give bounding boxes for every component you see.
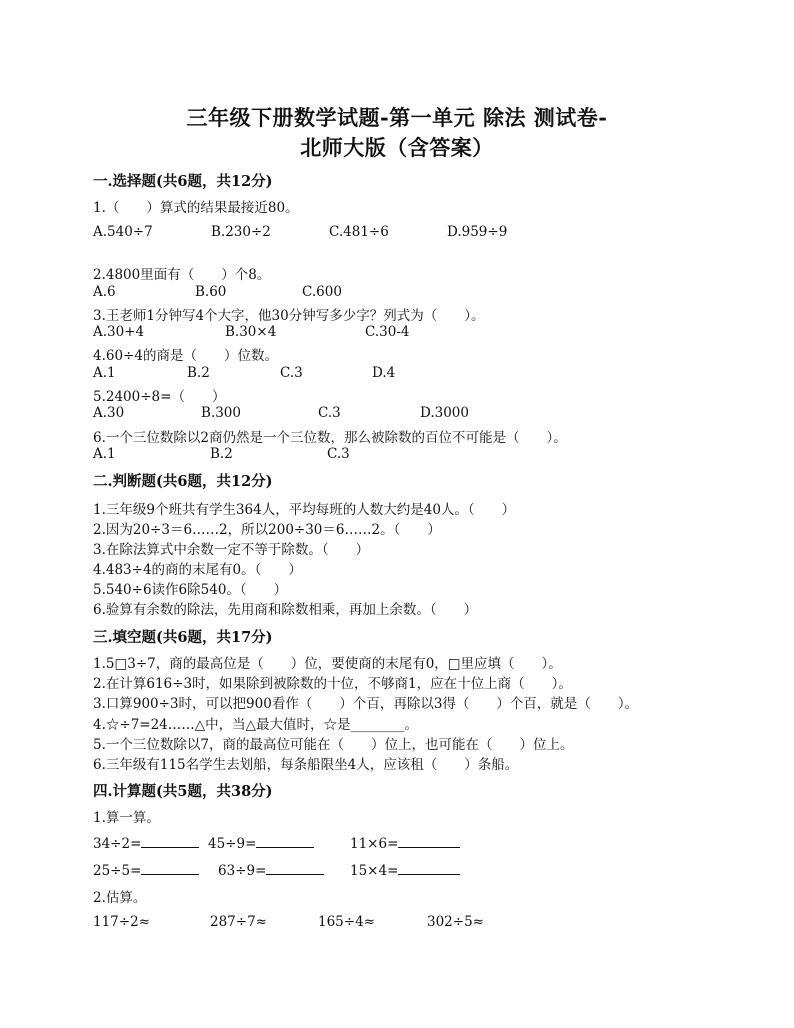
section-heading-choice: 一.选择题(共6题，共12分): [93, 173, 273, 190]
choice-q4-stem: 4.60÷4的商是（ ）位数。: [93, 348, 278, 364]
choice-q3-option-b: B.30×4: [225, 324, 277, 340]
choice-q5-option-c: C.3: [318, 405, 341, 421]
calc-q2-title: 2.估算。: [93, 890, 147, 906]
answer-blank[interactable]: [398, 860, 460, 875]
choice-q1-option-c: C.481÷6: [329, 224, 389, 240]
answer-blank[interactable]: [266, 860, 324, 875]
judge-q1: 1.三年级9个班共有学生364人，平均每班的人数大约是40人。（ ）: [93, 502, 516, 518]
choice-q4-option-a: A.1: [93, 365, 116, 381]
choice-q6-option-b: B.2: [210, 446, 233, 462]
answer-blank[interactable]: [141, 833, 199, 848]
answer-blank[interactable]: [398, 833, 460, 848]
judge-q6: 6.验算有余数的除法，先用商和除数相乘，再加上余数。（ ）: [93, 602, 478, 618]
choice-q5-option-d: D.3000: [420, 405, 469, 421]
choice-q1-option-a: A.540÷7: [93, 224, 153, 240]
fill-q6: 6.三年级有115名学生去划船，每条船限坐4人，应该租（ ）条船。: [93, 757, 519, 773]
estimate-item: 117÷2≈: [93, 914, 150, 930]
choice-q2-option-a: A.6: [93, 284, 116, 300]
choice-q1-option-b: B.230÷2: [211, 224, 271, 240]
fill-q4: 4.☆÷7=24……△中，当△最大值时，☆是________。: [93, 717, 419, 733]
choice-q1-option-d: D.959÷9: [447, 224, 508, 240]
judge-q5: 5.540÷6读作6除540。（ ）: [93, 582, 288, 598]
choice-q2-option-b: B.60: [195, 284, 227, 300]
choice-q2-option-c: C.600: [302, 284, 342, 300]
choice-q4-option-c: C.3: [280, 365, 303, 381]
estimate-item: 302÷5≈: [427, 914, 484, 930]
choice-q3-option-c: C.30-4: [365, 324, 410, 340]
fill-q1: 1.5□3÷7，商的最高位是（ ）位，要使商的末尾有0，□里应填（ ）。: [93, 656, 562, 672]
answer-blank[interactable]: [141, 860, 199, 875]
judge-q4: 4.483÷4的商的末尾有0。（ ）: [93, 562, 302, 578]
choice-q6-option-c: C.3: [327, 446, 350, 462]
choice-q6-stem: 6.一个三位数除以2商仍然是一个三位数，那么被除数的百位不可能是（ ）。: [93, 430, 567, 446]
choice-q4-option-d: D.4: [372, 365, 396, 381]
section-heading-judge: 二.判断题(共6题，共12分): [93, 473, 273, 490]
choice-q5-option-a: A.30: [93, 405, 125, 421]
answer-blank[interactable]: [256, 833, 314, 848]
judge-q2: 2.因为20÷3＝6……2，所以200÷30＝6……2。（ ）: [93, 522, 441, 538]
page-title-line1: 三年级下册数学试题-第一单元 除法 测试卷-: [186, 105, 608, 130]
calc-item: 25÷5=: [93, 860, 199, 879]
choice-q6-option-a: A.1: [93, 446, 116, 462]
fill-q2: 2.在计算616÷3时，如果除到被除数的十位，不够商1，应在十位上商（ ）。: [93, 676, 572, 692]
fill-q5: 5.一个三位数除以7，商的最高位可能在（ ）位上，也可能在（ ）位上。: [93, 737, 574, 753]
choice-q4-option-b: B.2: [187, 365, 210, 381]
section-heading-fill: 三.填空题(共6题，共17分): [93, 629, 273, 646]
calc-item: 34÷2=: [93, 833, 199, 852]
section-heading-calc: 四.计算题(共5题，共38分): [93, 783, 273, 800]
fill-q3: 3.口算900÷3时，可以把900看作（ ）个百，再除以3得（ ）个百，就是（ ）。: [93, 696, 639, 712]
choice-q5-stem: 5.2400÷8=（ ）: [93, 389, 226, 405]
choice-q2-stem: 2.4800里面有（ ）个8。: [93, 267, 271, 283]
choice-q3-stem: 3.王老师1分钟写4个大字，他30分钟写多少字？列式为（ ）。: [93, 308, 485, 324]
estimate-item: 287÷7≈: [210, 914, 267, 930]
calc-item: 11×6=: [350, 833, 460, 852]
calc-item: 15×4=: [350, 860, 460, 879]
judge-q3: 3.在除法算式中余数一定不等于除数。（ ）: [93, 542, 370, 558]
calc-item: 45÷9=: [208, 833, 314, 852]
choice-q1-stem: 1.（ ）算式的结果最接近80。: [93, 200, 299, 216]
estimate-item: 165÷4≈: [318, 914, 375, 930]
page-title-line2: 北师大版（含答案）: [300, 135, 494, 160]
choice-q3-option-a: A.30+4: [93, 324, 145, 340]
choice-q5-option-b: B.300: [201, 405, 241, 421]
calc-q1-title: 1.算一算。: [93, 810, 160, 826]
calc-item: 63÷9=: [218, 860, 324, 879]
